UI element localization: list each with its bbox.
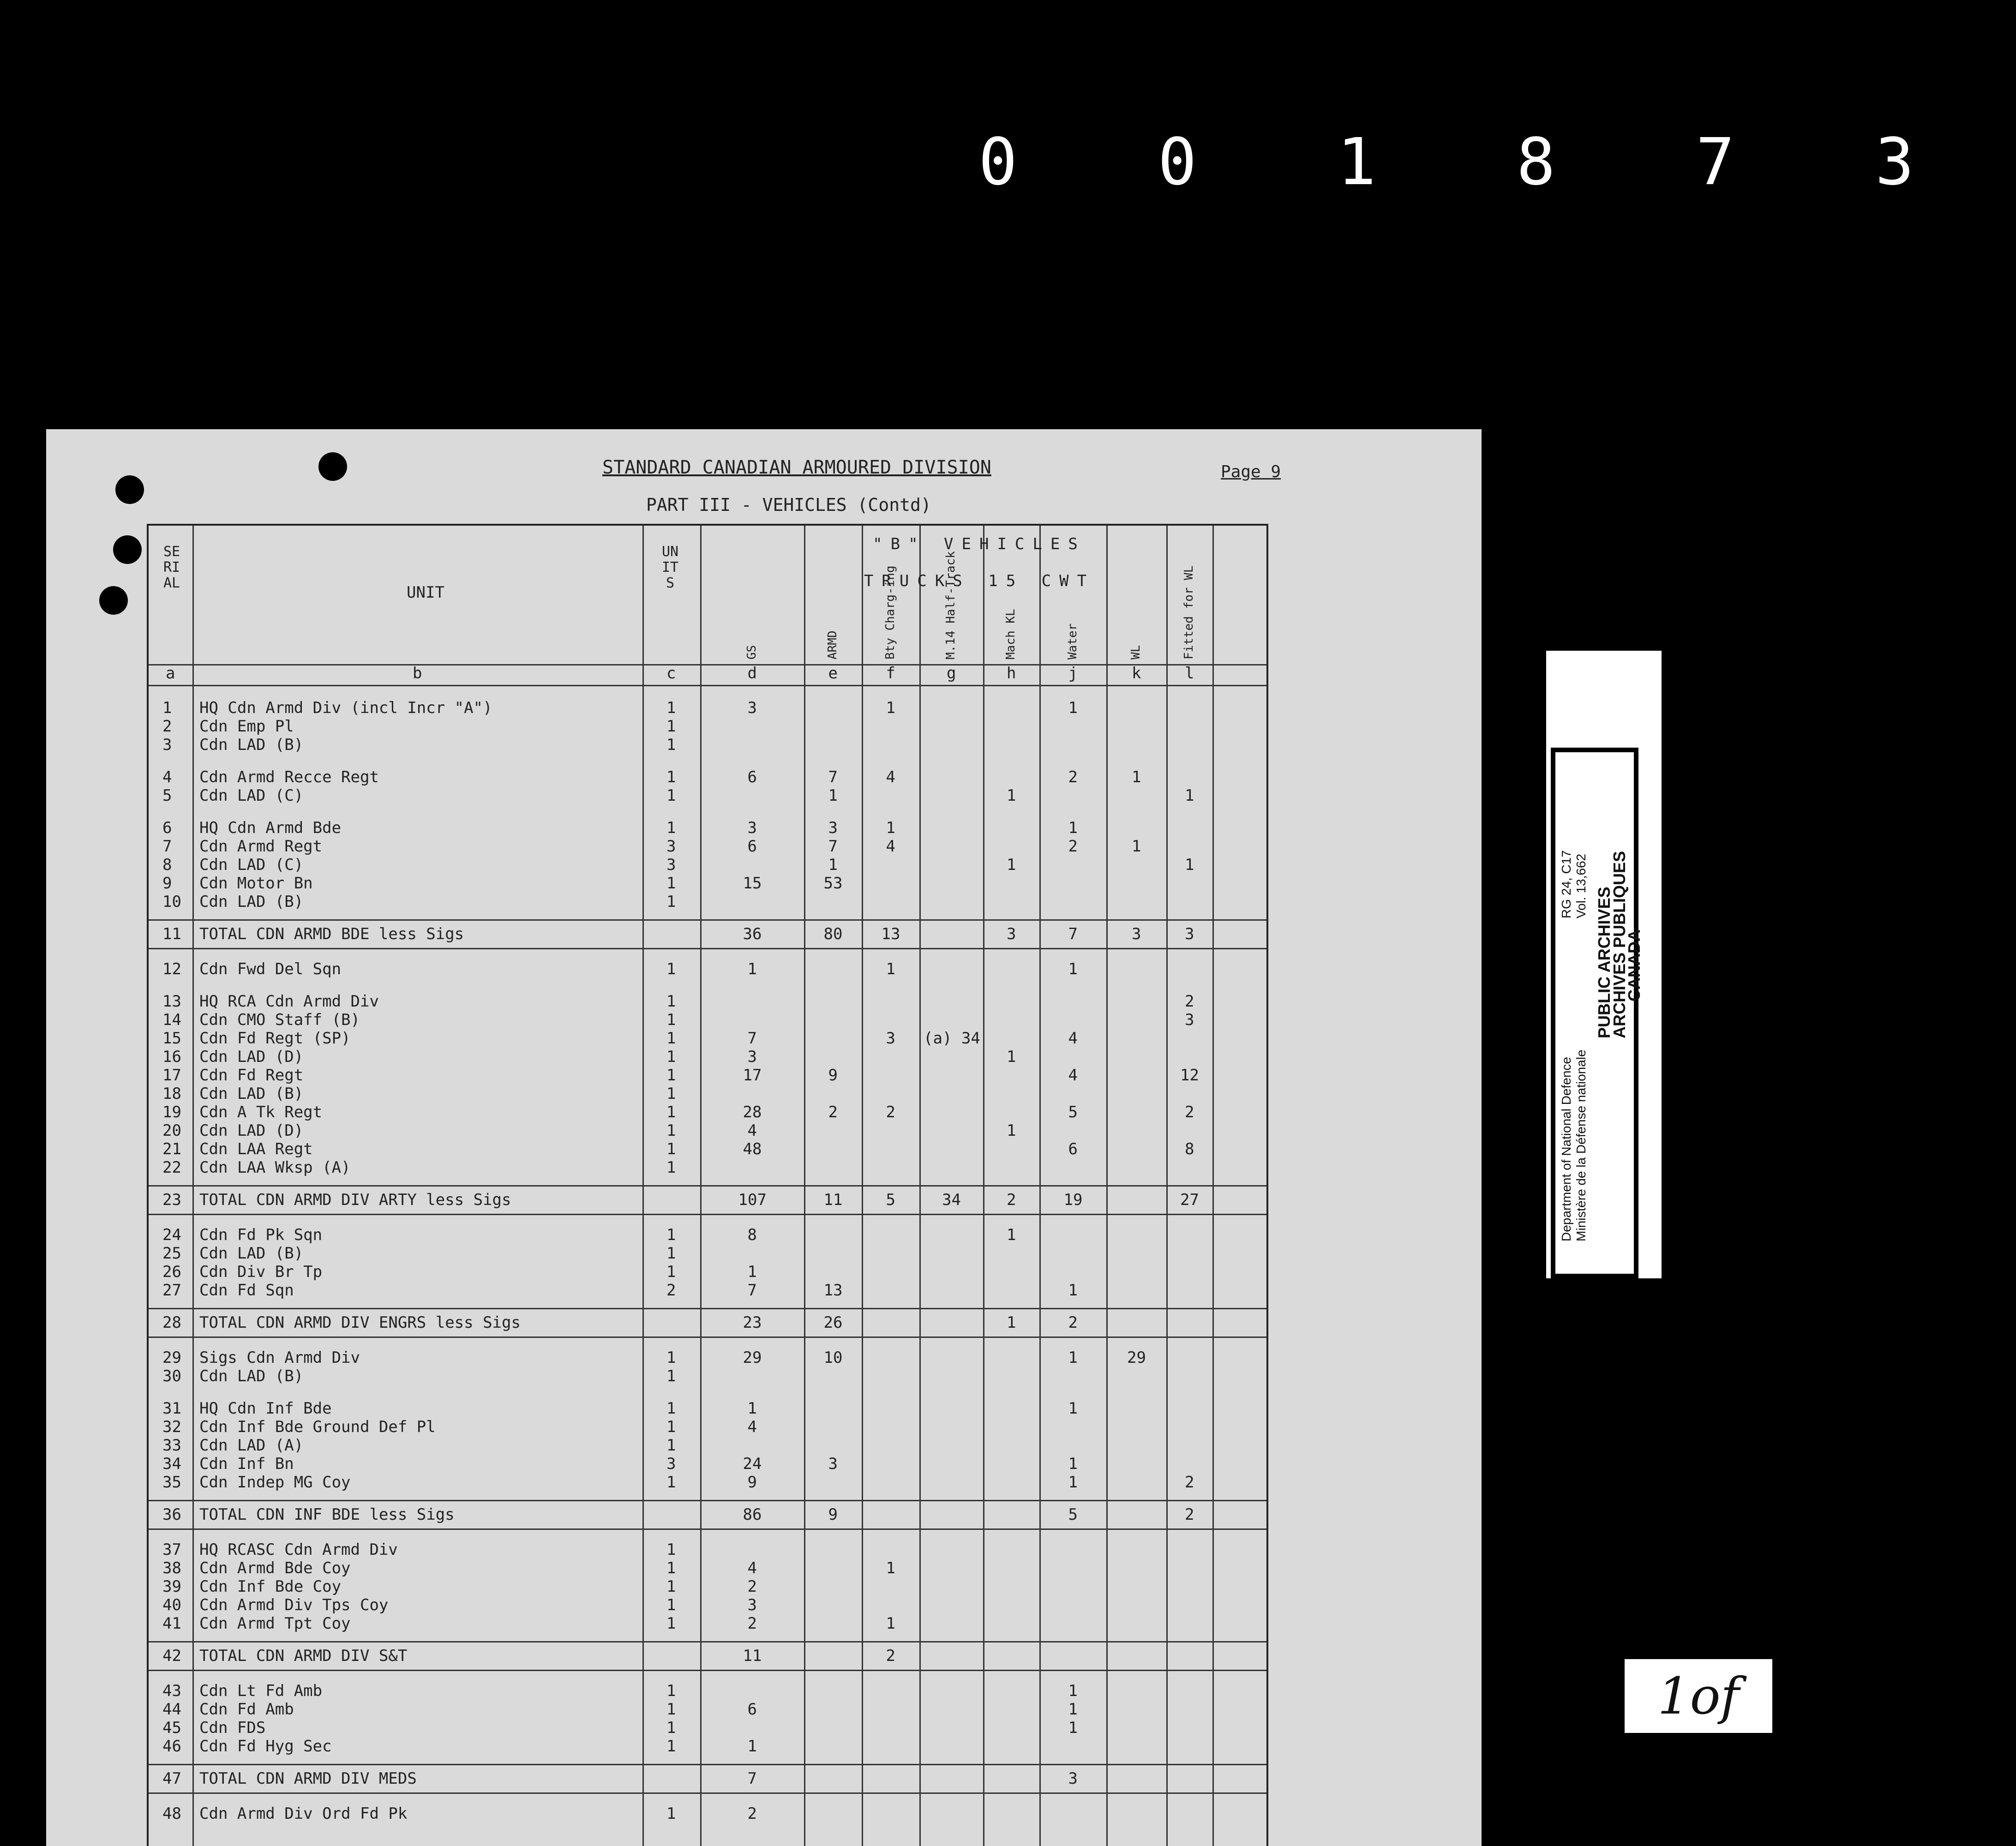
public-archives-fr: ARCHIVES PUBLIQUES (1610, 851, 1629, 1038)
serial-cell: 35 (162, 1473, 181, 1492)
serial-cell: 34 (162, 1455, 181, 1473)
column-header: Water (1065, 623, 1080, 659)
unit-cell: Cdn Fd Amb (199, 1700, 294, 1719)
units-cell: 1 (666, 736, 676, 754)
column-header: Mach KL (1004, 609, 1018, 659)
serial-cell: 39 (162, 1577, 181, 1596)
serial-cell: 8 (162, 856, 172, 874)
units-cell: 1 (666, 1418, 676, 1436)
value-cell: 1 (1185, 856, 1194, 874)
value-cell: 1 (1007, 1121, 1016, 1140)
value-cell: 4 (1068, 1066, 1078, 1085)
value-cell: 2 (747, 1614, 757, 1633)
unit-cell: Cdn Armd Tpt Coy (199, 1614, 351, 1633)
film-frame-number: 0 0 1 8 7 3 (978, 125, 1965, 200)
value-cell: 2 (1007, 1191, 1016, 1209)
value-cell: 5 (886, 1191, 895, 1209)
units-cell: 1 (666, 1066, 676, 1085)
archives-country: CANADA (1625, 929, 1644, 1001)
value-cell: 2 (886, 1103, 895, 1121)
unit-cell: HQ Cdn Armd Bde (199, 819, 342, 837)
serial-cell: 45 (162, 1719, 181, 1737)
serial-cell: 26 (162, 1263, 181, 1281)
column-header: M.14 Half-Track (944, 551, 958, 659)
punch-hole (115, 475, 144, 504)
unit-header: UNIT (407, 583, 444, 602)
column-letter: b (413, 664, 422, 683)
units-cell: 1 (666, 1596, 676, 1614)
value-cell: 3 (1068, 1769, 1078, 1788)
punch-hole (113, 535, 142, 564)
public-archives-en: PUBLIC ARCHIVES (1595, 887, 1614, 1038)
unit-cell: Cdn A Tk Regt (199, 1103, 323, 1121)
unit-cell: Cdn Inf Bn (199, 1455, 294, 1473)
value-cell: 36 (743, 925, 762, 943)
value-cell: 3 (828, 819, 838, 837)
serial-cell: 31 (162, 1399, 181, 1418)
value-cell: 5 (1068, 1505, 1078, 1524)
serial-cell: 3 (162, 736, 172, 754)
units-cell: 1 (666, 1719, 676, 1737)
value-cell: 6 (747, 1700, 757, 1719)
serial-cell: 13 (162, 992, 181, 1011)
unit-cell: Cdn LAD (D) (199, 1121, 304, 1140)
serial-cell: 10 (162, 893, 181, 911)
units-cell: 1 (666, 1121, 676, 1140)
serial-cell: 42 (162, 1647, 181, 1665)
serial-cell: 28 (162, 1313, 181, 1332)
value-cell: 26 (823, 1313, 843, 1332)
value-cell: 1 (1007, 1313, 1016, 1332)
unit-cell: Cdn Fd Regt (SP) (199, 1029, 351, 1048)
value-cell: 5 (1068, 1103, 1078, 1121)
value-cell: 11 (823, 1191, 843, 1209)
units-cell: 1 (666, 1263, 676, 1281)
handwritten-note: 1of (1625, 1659, 1772, 1733)
units-cell: 1 (666, 1140, 676, 1158)
serial-cell: 15 (162, 1029, 181, 1048)
serial-cell: 16 (162, 1048, 181, 1066)
column-header: Bty Charg-ing (883, 565, 897, 659)
unit-cell: Cdn FDS (199, 1719, 266, 1737)
column-letter: d (747, 664, 757, 683)
unit-cell: Cdn LAD (B) (199, 1367, 304, 1385)
unit-cell: Cdn LAA Regt (199, 1140, 313, 1158)
serial-cell: 24 (162, 1226, 181, 1244)
part-heading: PART III - VEHICLES (Contd) (646, 495, 931, 515)
value-cell: 2 (1185, 1473, 1194, 1492)
serial-cell: 4 (162, 768, 172, 786)
value-cell: 2 (1068, 1313, 1078, 1332)
serial-cell: 7 (162, 837, 172, 856)
value-cell: 1 (1068, 1719, 1078, 1737)
value-cell: 7 (828, 768, 838, 786)
unit-cell: TOTAL CDN INF BDE less Sigs (199, 1505, 455, 1524)
unit-cell: Cdn LAD (C) (199, 856, 304, 874)
document-title: STANDARD CANADIAN ARMOURED DIVISION (602, 457, 991, 478)
value-cell: 1 (1068, 819, 1078, 837)
units-cell: 1 (666, 960, 676, 978)
value-cell: 9 (828, 1505, 838, 1524)
value-cell: 1 (1068, 1349, 1078, 1367)
value-cell: 1 (747, 960, 757, 978)
units-cell: 1 (666, 1700, 676, 1719)
units-cell: 1 (666, 992, 676, 1011)
column-header: WL (1129, 645, 1143, 659)
value-cell: 4 (1068, 1029, 1078, 1048)
value-cell: 1 (886, 819, 895, 837)
value-cell: 1 (1185, 786, 1194, 805)
value-cell: 1 (828, 786, 838, 805)
punch-hole (99, 586, 128, 615)
value-cell: 1 (1068, 1682, 1078, 1700)
column-letter: k (1132, 664, 1141, 683)
b-vehicles-header: "B" VEHICLES (873, 535, 1086, 553)
value-cell: 1 (1007, 786, 1016, 805)
units-cell: 1 (666, 1103, 676, 1121)
units-cell: 1 (666, 1367, 676, 1385)
archive-label (1555, 752, 1644, 1274)
column-letter: h (1007, 664, 1016, 683)
serial-cell: 20 (162, 1121, 181, 1140)
column-letter: e (828, 664, 838, 683)
units-cell: 1 (666, 874, 676, 893)
serial-cell: 19 (162, 1103, 181, 1121)
units-cell: 1 (666, 1085, 676, 1103)
value-cell: 1 (1007, 856, 1016, 874)
punch-hole (318, 452, 347, 481)
units-cell: 1 (666, 1559, 676, 1577)
value-cell: 8 (747, 1226, 757, 1244)
units-cell: 1 (666, 1737, 676, 1756)
value-cell: 7 (828, 837, 838, 856)
value-cell: 3 (747, 699, 757, 717)
units-header: UNITS (661, 544, 679, 591)
units-cell: 1 (666, 1682, 676, 1700)
unit-cell: Cdn Fd Hyg Sec (199, 1737, 332, 1756)
value-cell: 1 (1068, 699, 1078, 717)
units-cell: 1 (666, 1540, 676, 1559)
unit-cell: Cdn Armd Bde Coy (199, 1559, 351, 1577)
serial-cell: 44 (162, 1700, 181, 1719)
value-cell: 6 (747, 768, 757, 786)
value-cell: 1 (1132, 768, 1141, 786)
unit-cell: Cdn Armd Div Ord Fd Pk (199, 1804, 408, 1823)
document-page (46, 429, 1482, 1846)
units-cell: 1 (666, 1226, 676, 1244)
unit-cell: Cdn LAD (C) (199, 786, 304, 805)
column-letter: a (166, 664, 175, 683)
unit-cell: Cdn LAD (A) (199, 1436, 304, 1455)
value-cell: 9 (828, 1066, 838, 1085)
value-cell: 7 (1068, 925, 1078, 943)
units-cell: 1 (666, 699, 676, 717)
value-cell: 4 (747, 1418, 757, 1436)
units-cell: 1 (666, 1029, 676, 1048)
value-cell: 48 (743, 1140, 762, 1158)
serial-cell: 47 (162, 1769, 181, 1788)
value-cell: 7 (747, 1281, 757, 1300)
serial-cell: 36 (162, 1505, 181, 1524)
unit-cell: Cdn CMO Staff (B) (199, 1011, 360, 1029)
unit-cell: Cdn LAA Wksp (A) (199, 1158, 351, 1177)
unit-cell: Cdn Fd Pk Sqn (199, 1226, 323, 1244)
serial-cell: 38 (162, 1559, 181, 1577)
serial-cell: 18 (162, 1085, 181, 1103)
unit-cell: Cdn LAD (B) (199, 736, 304, 754)
units-cell: 1 (666, 819, 676, 837)
column-letter: g (947, 664, 956, 683)
value-cell: 80 (823, 925, 843, 943)
value-cell: 19 (1063, 1191, 1083, 1209)
serial-cell: 1 (162, 699, 172, 717)
value-cell: 24 (743, 1455, 762, 1473)
serial-cell: 41 (162, 1614, 181, 1633)
unit-cell: HQ Cdn Armd Div (incl Incr "A") (199, 699, 492, 717)
unit-cell: Cdn Lt Fd Amb (199, 1682, 323, 1700)
unit-cell: Cdn Armd Recce Regt (199, 768, 379, 786)
dept-en: Department of National Defence (1559, 1057, 1573, 1241)
serial-cell: 17 (162, 1066, 181, 1085)
value-cell: 4 (747, 1559, 757, 1577)
value-cell: 1 (1132, 837, 1141, 856)
serial-cell: 12 (162, 960, 181, 978)
serial-cell: 33 (162, 1436, 181, 1455)
units-cell: 3 (666, 1455, 676, 1473)
value-cell: 2 (1068, 837, 1078, 856)
page-number: Page 9 (1221, 462, 1281, 481)
unit-cell: Cdn Fd Regt (199, 1066, 304, 1085)
serial-cell: 48 (162, 1804, 181, 1823)
units-cell: 1 (666, 1399, 676, 1418)
unit-cell: TOTAL CDN ARMD DIV ARTY less Sigs (199, 1191, 511, 1209)
unit-cell: Cdn Fd Sqn (199, 1281, 294, 1300)
value-cell: 27 (1180, 1191, 1199, 1209)
serial-cell: 5 (162, 786, 172, 805)
value-cell: 6 (1068, 1140, 1078, 1158)
units-cell: 1 (666, 1577, 676, 1596)
serial-cell: 40 (162, 1596, 181, 1614)
serial-cell: 22 (162, 1158, 181, 1177)
value-cell: (a) 34 (924, 1029, 980, 1048)
serial-cell: 21 (162, 1140, 181, 1158)
units-cell: 1 (666, 1804, 676, 1823)
value-cell: 4 (886, 837, 895, 856)
dept-fr: Ministère de la Défense nationale (1574, 1049, 1588, 1241)
units-cell: 3 (666, 856, 676, 874)
value-cell: 3 (747, 1596, 757, 1614)
trucks-header: TRUCKS 15 CWT (864, 572, 1095, 590)
value-cell: 1 (1068, 1473, 1078, 1492)
units-cell: 1 (666, 1158, 676, 1177)
unit-cell: Cdn Inf Bde Coy (199, 1577, 342, 1596)
rg-number: RG 24, C17 (1559, 850, 1573, 918)
value-cell: 86 (743, 1505, 762, 1524)
column-header: GS (744, 645, 759, 659)
unit-cell: HQ RCA Cdn Armd Div (199, 992, 379, 1011)
unit-cell: TOTAL CDN ARMD DIV MEDS (199, 1769, 417, 1788)
value-cell: 7 (747, 1029, 757, 1048)
value-cell: 2 (1068, 768, 1078, 786)
units-cell: 1 (666, 786, 676, 805)
unit-cell: TOTAL CDN ARMD DIV ENGRS less Sigs (199, 1313, 521, 1332)
value-cell: 4 (886, 768, 895, 786)
value-cell: 1 (886, 1614, 895, 1633)
value-cell: 1 (886, 699, 895, 717)
unit-cell: Cdn LAD (B) (199, 893, 304, 911)
units-cell: 1 (666, 1048, 676, 1066)
value-cell: 13 (823, 1281, 843, 1300)
value-cell: 3 (886, 1029, 895, 1048)
value-cell: 3 (747, 1048, 757, 1066)
column-letter: j (1068, 664, 1078, 683)
unit-cell: Cdn LAD (B) (199, 1244, 304, 1263)
value-cell: 3 (1185, 925, 1194, 943)
serial-cell: 9 (162, 874, 172, 893)
unit-cell: Cdn Emp Pl (199, 717, 294, 736)
unit-cell: Cdn Indep MG Coy (199, 1473, 351, 1492)
serial-cell: 29 (162, 1349, 181, 1367)
value-cell: 28 (743, 1103, 762, 1121)
value-cell: 1 (1068, 1281, 1078, 1300)
value-cell: 2 (1185, 1505, 1194, 1524)
unit-cell: Cdn LAD (B) (199, 1085, 304, 1103)
value-cell: 8 (1185, 1140, 1194, 1158)
column-letter: c (666, 664, 676, 683)
value-cell: 1 (828, 856, 838, 874)
units-cell: 2 (666, 1281, 676, 1300)
units-cell: 1 (666, 1244, 676, 1263)
value-cell: 2 (828, 1103, 838, 1121)
value-cell: 3 (1132, 925, 1141, 943)
vehicle-table (147, 524, 1268, 1846)
units-cell: 1 (666, 717, 676, 736)
value-cell: 107 (738, 1191, 767, 1209)
value-cell: 7 (747, 1769, 757, 1788)
value-cell: 1 (1068, 960, 1078, 978)
units-cell: 1 (666, 893, 676, 911)
value-cell: 3 (828, 1455, 838, 1473)
units-cell: 1 (666, 1011, 676, 1029)
unit-cell: HQ RCASC Cdn Armd Div (199, 1540, 398, 1559)
value-cell: 4 (747, 1121, 757, 1140)
serial-cell: 43 (162, 1682, 181, 1700)
unit-cell: TOTAL CDN ARMD DIV S&T (199, 1647, 408, 1665)
value-cell: 1 (1007, 1048, 1016, 1066)
serial-header: SERIAL (163, 544, 180, 591)
value-cell: 6 (747, 837, 757, 856)
unit-cell: Cdn LAD (D) (199, 1048, 304, 1066)
unit-cell: Cdn Motor Bn (199, 874, 313, 893)
value-cell: 1 (886, 960, 895, 978)
value-cell: 2 (1185, 992, 1194, 1011)
value-cell: 34 (942, 1191, 961, 1209)
column-letter: f (886, 664, 895, 683)
serial-cell: 37 (162, 1540, 181, 1559)
value-cell: 2 (747, 1804, 757, 1823)
column-header: ARMD (825, 630, 840, 659)
value-cell: 11 (743, 1647, 762, 1665)
unit-cell: Cdn Fwd Del Sqn (199, 960, 342, 978)
value-cell: 1 (747, 1263, 757, 1281)
value-cell: 29 (1127, 1349, 1146, 1367)
units-cell: 1 (666, 1436, 676, 1455)
value-cell: 1 (1007, 1226, 1016, 1244)
column-letter: l (1185, 664, 1194, 683)
serial-cell: 46 (162, 1737, 181, 1756)
unit-cell: HQ Cdn Inf Bde (199, 1399, 332, 1418)
units-cell: 3 (666, 837, 676, 856)
serial-cell: 14 (162, 1011, 181, 1029)
serial-cell: 30 (162, 1367, 181, 1385)
value-cell: 10 (823, 1349, 843, 1367)
unit-cell: Cdn Div Br Tp (199, 1263, 323, 1281)
value-cell: 29 (743, 1349, 762, 1367)
units-cell: 1 (666, 768, 676, 786)
serial-cell: 23 (162, 1191, 181, 1209)
unit-cell: Cdn Armd Div Tps Coy (199, 1596, 389, 1614)
unit-cell: Cdn Armd Regt (199, 837, 323, 856)
value-cell: 15 (743, 874, 762, 893)
value-cell: 1 (1068, 1399, 1078, 1418)
value-cell: 2 (1185, 1103, 1194, 1121)
serial-cell: 6 (162, 819, 172, 837)
unit-cell: Sigs Cdn Armd Div (199, 1349, 360, 1367)
units-cell: 1 (666, 1473, 676, 1492)
volume-number: Vol. 13,662 (1574, 853, 1588, 918)
value-cell: 53 (823, 874, 843, 893)
value-cell: 1 (1068, 1700, 1078, 1719)
value-cell: 3 (1185, 1011, 1194, 1029)
value-cell: 23 (743, 1313, 762, 1332)
units-cell: 1 (666, 1614, 676, 1633)
value-cell: 2 (886, 1647, 895, 1665)
value-cell: 1 (886, 1559, 895, 1577)
unit-cell: Cdn Inf Bde Ground Def Pl (199, 1418, 436, 1436)
value-cell: 17 (743, 1066, 762, 1085)
units-cell: 1 (666, 1349, 676, 1367)
value-cell: 3 (747, 819, 757, 837)
value-cell: 12 (1180, 1066, 1199, 1085)
serial-cell: 27 (162, 1281, 181, 1300)
value-cell: 1 (747, 1399, 757, 1418)
column-header: Fitted for WL (1182, 565, 1196, 659)
serial-cell: 25 (162, 1244, 181, 1263)
value-cell: 2 (747, 1577, 757, 1596)
serial-cell: 11 (162, 925, 181, 943)
value-cell: 1 (747, 1737, 757, 1756)
value-cell: 3 (1007, 925, 1016, 943)
value-cell: 1 (1068, 1455, 1078, 1473)
serial-cell: 32 (162, 1418, 181, 1436)
value-cell: 9 (747, 1473, 757, 1492)
serial-cell: 2 (162, 717, 172, 736)
value-cell: 13 (881, 925, 900, 943)
unit-cell: TOTAL CDN ARMD BDE less Sigs (199, 925, 464, 943)
